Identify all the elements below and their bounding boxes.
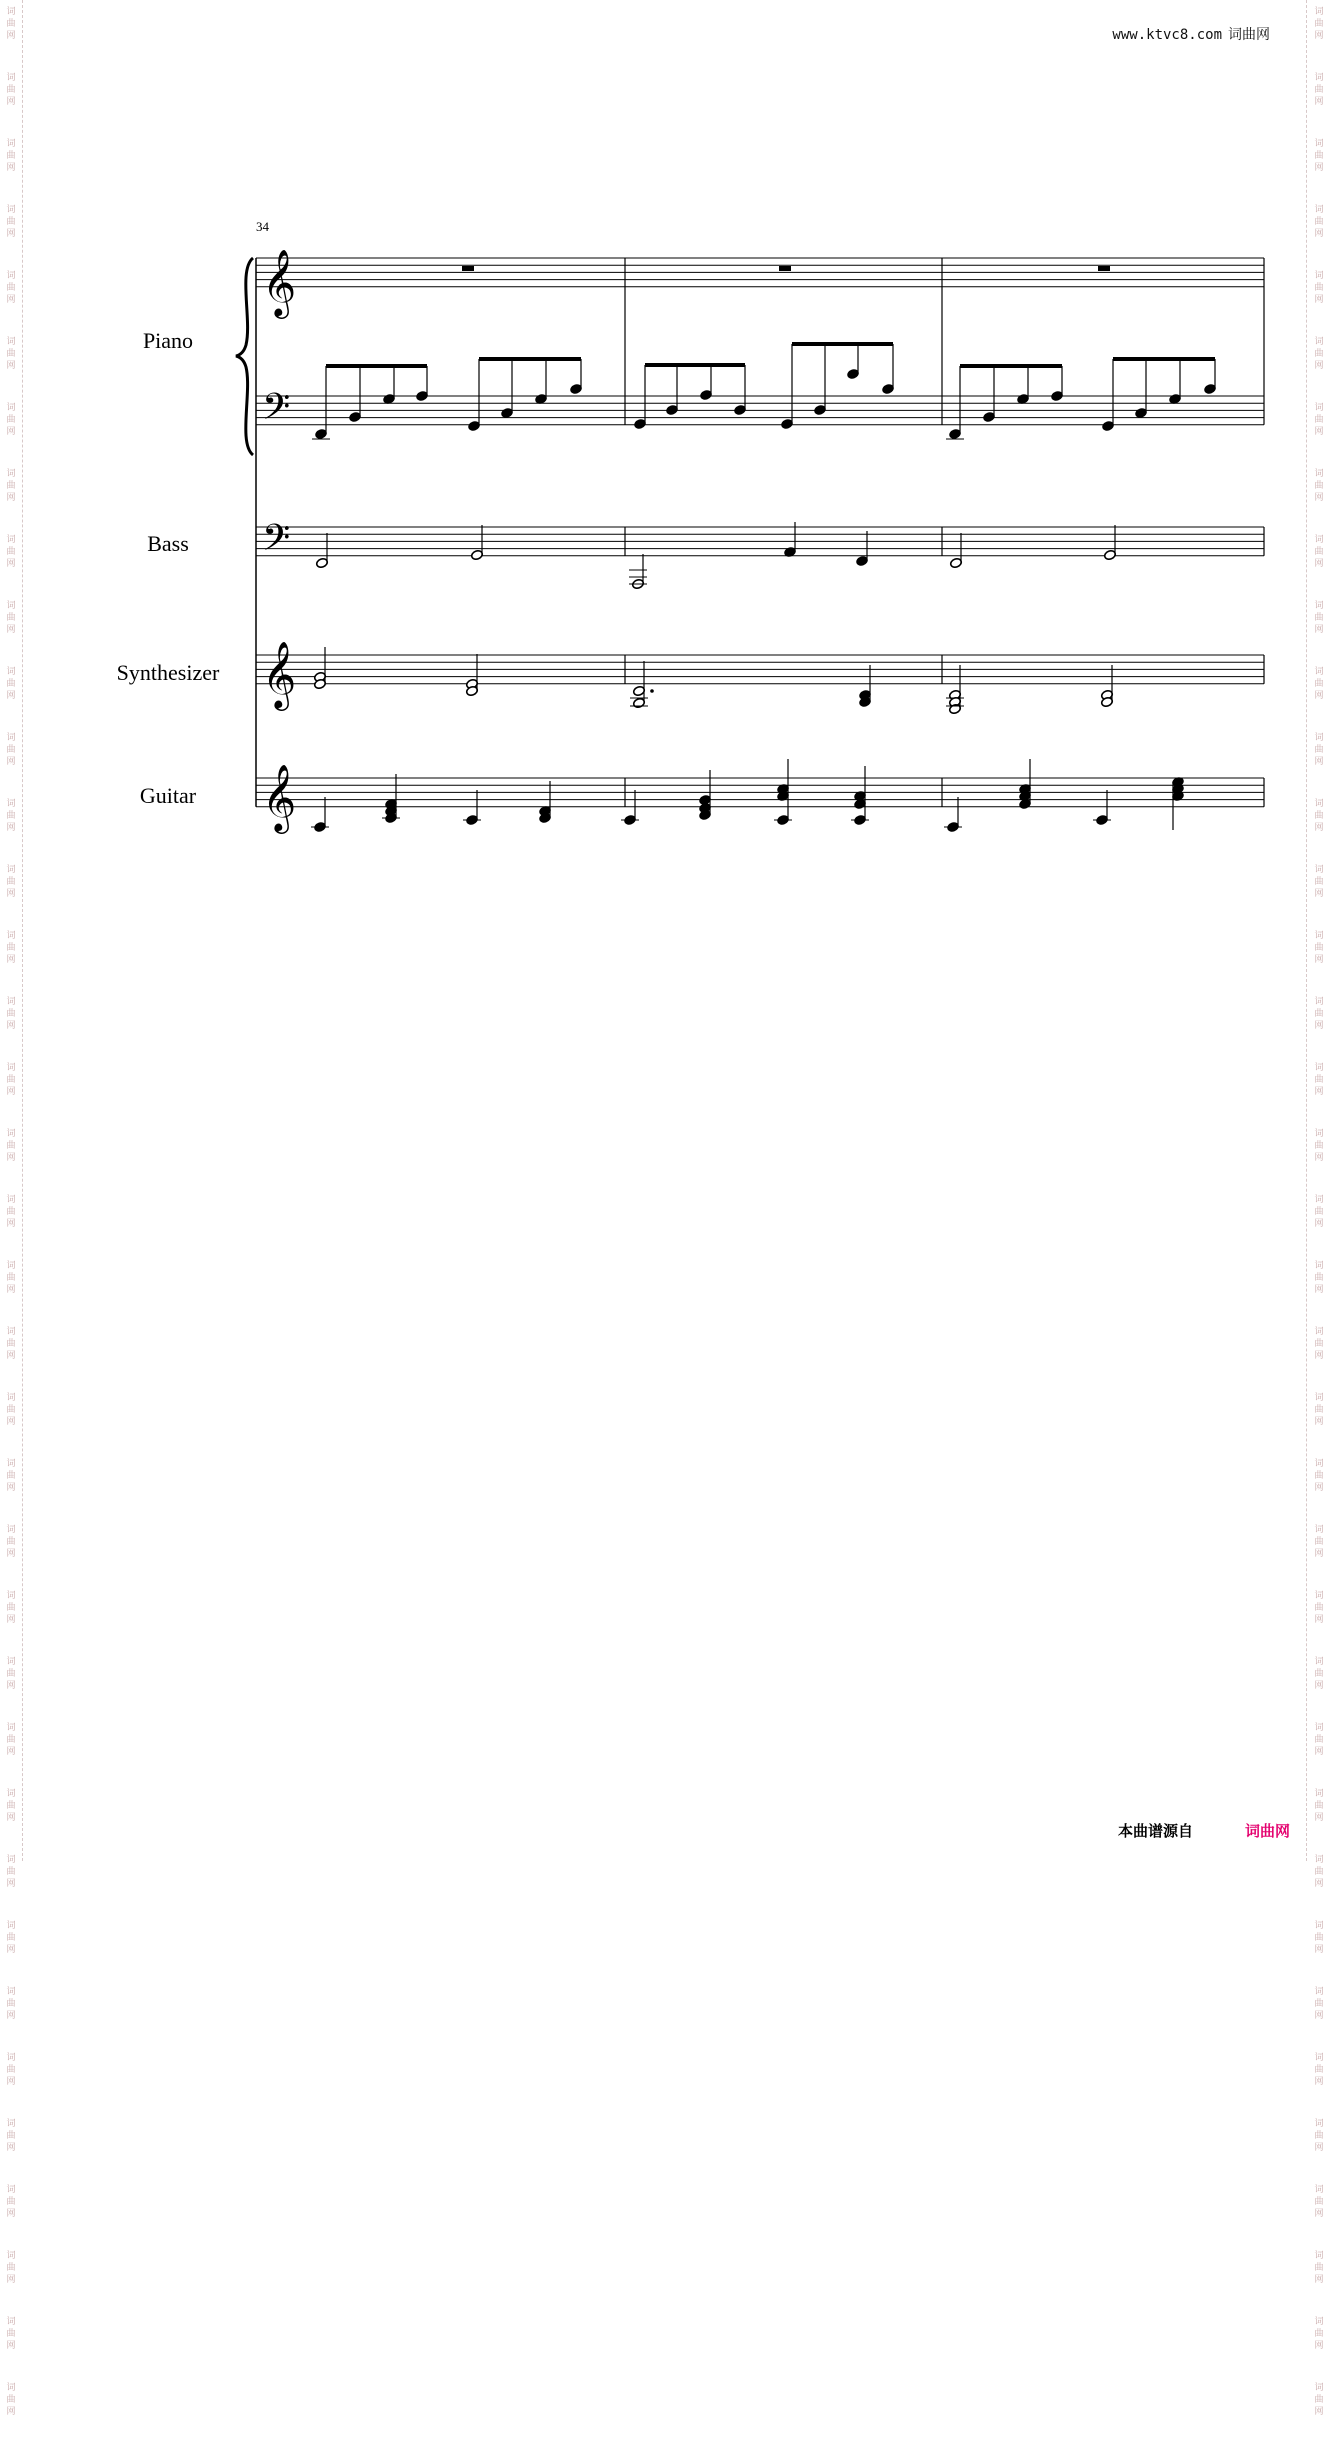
site-name: 词曲网 — [1228, 27, 1270, 43]
footer-source-text: 本曲谱源自 — [1117, 1822, 1193, 1840]
watermark-text: 词 曲 网 — [6, 2383, 16, 2417]
watermark-text: 词 曲 网 — [6, 1393, 16, 1427]
watermark-text: 词 曲 网 — [6, 205, 16, 239]
watermark-text: 词 曲 网 — [6, 7, 16, 41]
watermark-text: 词 曲 网 — [1314, 1327, 1324, 1361]
bass-clef-icon — [262, 517, 290, 568]
watermark-text: 词 曲 网 — [1314, 73, 1324, 107]
treble-clef-icon — [262, 640, 296, 711]
watermark-text: 词 曲 网 — [6, 601, 16, 635]
watermark-text: 词 曲 网 — [1314, 139, 1324, 173]
bass-clef-icon — [262, 386, 290, 437]
watermark-text: 词 曲 网 — [1314, 1591, 1324, 1625]
whole-rest — [779, 266, 791, 271]
footer-brand[interactable]: 词曲网 — [1244, 1822, 1290, 1840]
watermark-text: 词 曲 网 — [1314, 1789, 1324, 1823]
dot — [650, 689, 654, 693]
footer — [1118, 1820, 1290, 1841]
watermark-text: 词 曲 网 — [6, 1063, 16, 1097]
watermark-text: 词 曲 网 — [1314, 535, 1324, 569]
watermark-text: 词 曲 网 — [1314, 1459, 1324, 1493]
watermark-text: 词 曲 网 — [1314, 2251, 1324, 2285]
watermark-text: 词 曲 网 — [6, 931, 16, 965]
watermark-text: 词 曲 网 — [6, 1657, 16, 1691]
watermark-text: 词 曲 网 — [6, 865, 16, 899]
watermark-text: 词 曲 网 — [1314, 1195, 1324, 1229]
watermark-text: 词 曲 网 — [1314, 2317, 1324, 2351]
watermark-text: 词 曲 网 — [6, 337, 16, 371]
watermark-text: 词 曲 网 — [6, 1987, 16, 2021]
svg-text:𝄞: 𝄞 — [262, 763, 297, 831]
site-url[interactable]: www.ktvc8.com — [1112, 27, 1222, 43]
watermark-text: 词 曲 网 — [6, 1525, 16, 1559]
measure-number: 34 — [256, 219, 269, 234]
watermark-text: 词 曲 网 — [1314, 1261, 1324, 1295]
watermark-text: 词 曲 网 — [6, 271, 16, 305]
whole-rest — [462, 266, 474, 271]
svg-text:𝄢: 𝄢 — [262, 386, 291, 437]
watermark-text: 词 曲 网 — [1314, 2119, 1324, 2153]
instrument-label-piano: Piano — [142, 328, 194, 353]
watermark-text: 词 曲 网 — [1314, 2053, 1324, 2087]
watermark-text: 词 曲 网 — [6, 2251, 16, 2285]
watermark-text: 词 曲 网 — [1314, 2185, 1324, 2219]
watermark-text: 词 曲 网 — [6, 997, 16, 1031]
whole-rest — [1098, 266, 1110, 271]
watermark-text: 词 曲 网 — [6, 733, 16, 767]
watermark-text: 词 曲 网 — [6, 1327, 16, 1361]
watermark-text: 词 曲 网 — [1314, 271, 1324, 305]
watermark-text: 词 曲 网 — [1314, 931, 1324, 965]
watermark-text: 词 曲 网 — [6, 1591, 16, 1625]
watermark-text: 词 曲 网 — [1314, 1921, 1324, 1955]
instrument-label-synthesizer: Synthesizer — [116, 660, 220, 685]
svg-text:𝄞: 𝄞 — [262, 248, 297, 316]
watermark-text: 词 曲 网 — [6, 1261, 16, 1295]
watermark-text: 词 曲 网 — [6, 1921, 16, 1955]
watermark-text: 词 曲 网 — [1314, 865, 1324, 899]
watermark-text: 词 曲 网 — [1314, 1393, 1324, 1427]
watermark-text: 词 曲 网 — [1314, 1063, 1324, 1097]
watermark-text: 词 曲 网 — [6, 2317, 16, 2351]
watermark-text: 词 曲 网 — [6, 139, 16, 173]
watermark-text: 词 曲 网 — [1314, 2383, 1324, 2417]
watermark-text: 词 曲 网 — [1314, 205, 1324, 239]
watermark-text: 词 曲 网 — [1314, 469, 1324, 503]
watermark-text: 词 曲 网 — [6, 2119, 16, 2153]
watermark-text: 词 曲 网 — [1314, 997, 1324, 1031]
treble-clef-icon — [262, 248, 296, 319]
watermark-text: 词 曲 网 — [6, 2053, 16, 2087]
watermark-text: 词 曲 网 — [1314, 7, 1324, 41]
watermark-text: 词 曲 网 — [6, 403, 16, 437]
instrument-label-guitar: Guitar — [139, 783, 197, 808]
watermark-text: 词 曲 网 — [6, 1195, 16, 1229]
watermark-text: 词 曲 网 — [1314, 1855, 1324, 1889]
watermark-text: 词 曲 网 — [6, 1789, 16, 1823]
watermark-text: 词 曲 网 — [6, 535, 16, 569]
watermark-text: 词 曲 网 — [1314, 337, 1324, 371]
svg-text:𝄞: 𝄞 — [262, 640, 297, 708]
watermark-text: 词 曲 网 — [6, 667, 16, 701]
watermark-text: 词 曲 网 — [6, 1723, 16, 1757]
staff-lines — [256, 258, 1264, 807]
watermark-text: 词 曲 网 — [1314, 1657, 1324, 1691]
watermark-text: 词 曲 网 — [6, 1855, 16, 1889]
watermark-text: 词 曲 网 — [6, 799, 16, 833]
watermark-text: 词 曲 网 — [6, 73, 16, 107]
watermark-text: 词 曲 网 — [6, 2185, 16, 2219]
treble-clef-icon — [262, 763, 296, 834]
watermark-text: 词 曲 网 — [6, 1459, 16, 1493]
watermark-text: 词 曲 网 — [1314, 601, 1324, 635]
svg-text:𝄢: 𝄢 — [262, 517, 291, 568]
watermark-text: 词 曲 网 — [1314, 733, 1324, 767]
watermark-text: 词 曲 网 — [1314, 1129, 1324, 1163]
piano-brace — [236, 258, 253, 455]
watermark-text: 词 曲 网 — [6, 1129, 16, 1163]
watermark-text: 词 曲 网 — [6, 469, 16, 503]
watermark-text: 词 曲 网 — [1314, 403, 1324, 437]
instrument-label-bass: Bass — [147, 531, 189, 556]
watermark-text: 词 曲 网 — [1314, 799, 1324, 833]
watermark-text: 词 曲 网 — [1314, 1987, 1324, 2021]
watermark-text: 词 曲 网 — [1314, 1723, 1324, 1757]
watermark-text: 词 曲 网 — [1314, 667, 1324, 701]
watermark-text: 词 曲 网 — [1314, 1525, 1324, 1559]
barlines — [256, 258, 1264, 807]
